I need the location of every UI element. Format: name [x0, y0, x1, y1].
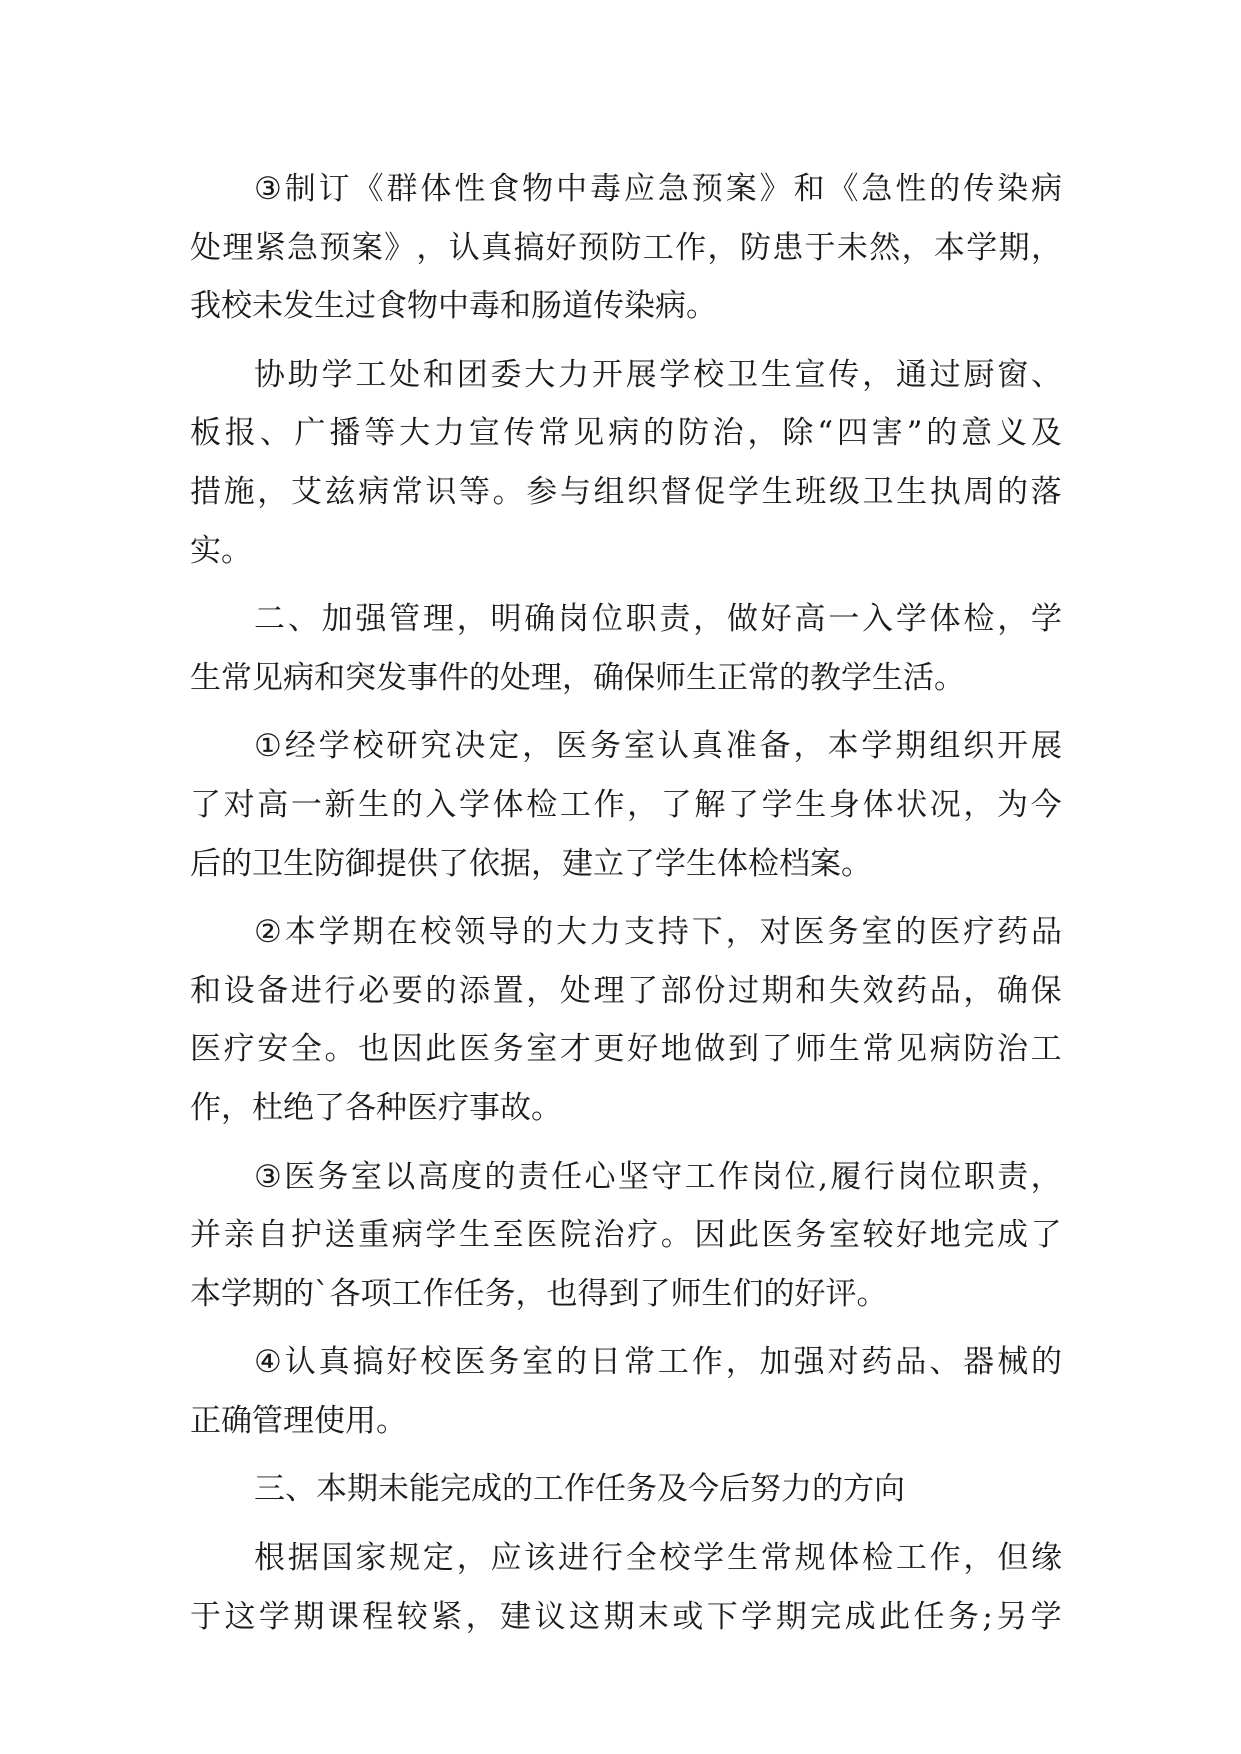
document-body [190, 160, 1062, 1646]
section-heading [190, 1460, 1062, 1519]
text-line: 本学期的`各项工作任务，也得到了师生们的好评。 [190, 1275, 888, 1312]
text-line: 医 疗 安 全 。 也 因 此 医 务 室 才 更 好 地 做 到 了 师 生 常 见 病 防 治 工 [190, 1031, 1062, 1068]
paragraph [190, 717, 1062, 893]
text-line: 生常见病和突发事件的处理，确保师生正常的教学生活。 [190, 659, 965, 696]
text-line: ④ 认 真 搞 好 校 医 务 室 的 日 常 工 作 ， 加 强 对 药 品 、 器 械 的 [254, 1344, 1062, 1381]
paragraph [190, 346, 1062, 580]
paragraph [190, 590, 1062, 707]
paragraph [190, 160, 1062, 336]
text-line: 板 报 、 广 播 等 大 力 宣 传 常 见 病 的 防 治 ， 除 “ 四 害 ” 的 意 义 及 [190, 415, 1062, 452]
text-line: 并 亲 自 护 送 重 病 学 生 至 医 院 治 疗 。 因 此 医 务 室 较 好 地 完 成 了 [190, 1217, 1062, 1254]
text-line: 处 理 紧 急 预 案 》 ， 认 真 搞 好 预 防 工 作 ， 防 患 于 未 然 ， 本 学 期 ， [190, 229, 1062, 266]
text-line: 协 助 学 工 处 和 团 委 大 力 开 展 学 校 卫 生 宣 传 ， 通 过 厨 窗 、 [254, 356, 1062, 393]
text-line: 措 施 ， 艾 兹 病 常 识 等 。 参 与 组 织 督 促 学 生 班 级 卫 生 执 周 的 落 [190, 473, 1062, 510]
text-line: 和 设 备 进 行 必 要 的 添 置 ， 处 理 了 部 份 过 期 和 失 效 药 品 ， 确 保 [190, 972, 1062, 1009]
text-line: 三、本期未能完成的工作任务及今后努力的方向 [254, 1471, 905, 1508]
text-line: 作，杜绝了各种医疗事故。 [190, 1089, 562, 1126]
paragraph [190, 1529, 1062, 1646]
paragraph [190, 1333, 1062, 1450]
paragraph [190, 1148, 1062, 1324]
text-line: 我校未发生过食物中毒和肠道传染病。 [190, 288, 717, 325]
text-line: 实。 [190, 532, 252, 569]
text-line: ① 经 学 校 研 究 决 定 ， 医 务 室 认 真 准 备 ， 本 学 期 组 织 开 展 [254, 728, 1062, 765]
text-line: 根 据 国 家 规 定 ， 应 该 进 行 全 校 学 生 常 规 体 检 工 作 ， 但 缘 [254, 1540, 1062, 1577]
paragraph [190, 903, 1062, 1137]
text-line: ③ 医 务 室 以 高 度 的 责 任 心 坚 守 工 作 岗 位 , 履 行 岗 位 职 责 ， [254, 1158, 1062, 1195]
text-line: 后的卫生防御提供了依据，建立了学生体检档案。 [190, 845, 872, 882]
text-line: ② 本 学 期 在 校 领 导 的 大 力 支 持 下 ， 对 医 务 室 的 医 疗 药 品 [254, 914, 1062, 951]
text-line: ③ 制 订 《 群 体 性 食 物 中 毒 应 急 预 案 》 和 《 急 性 的 传 染 病 [254, 171, 1062, 207]
text-line: 了 对 高 一 新 生 的 入 学 体 检 工 作 ， 了 解 了 学 生 身 体 状 况 ， 为 今 [190, 786, 1062, 823]
text-line: 正确管理使用。 [190, 1402, 407, 1439]
text-line: 二 、 加 强 管 理 ， 明 确 岗 位 职 责 ， 做 好 高 一 入 学 体 检 ， 学 [254, 601, 1062, 638]
text-line: 于 这 学 期 课 程 较 紧 ， 建 议 这 期 末 或 下 学 期 完 成 此 任 务 ; 另 学 [190, 1598, 1062, 1635]
